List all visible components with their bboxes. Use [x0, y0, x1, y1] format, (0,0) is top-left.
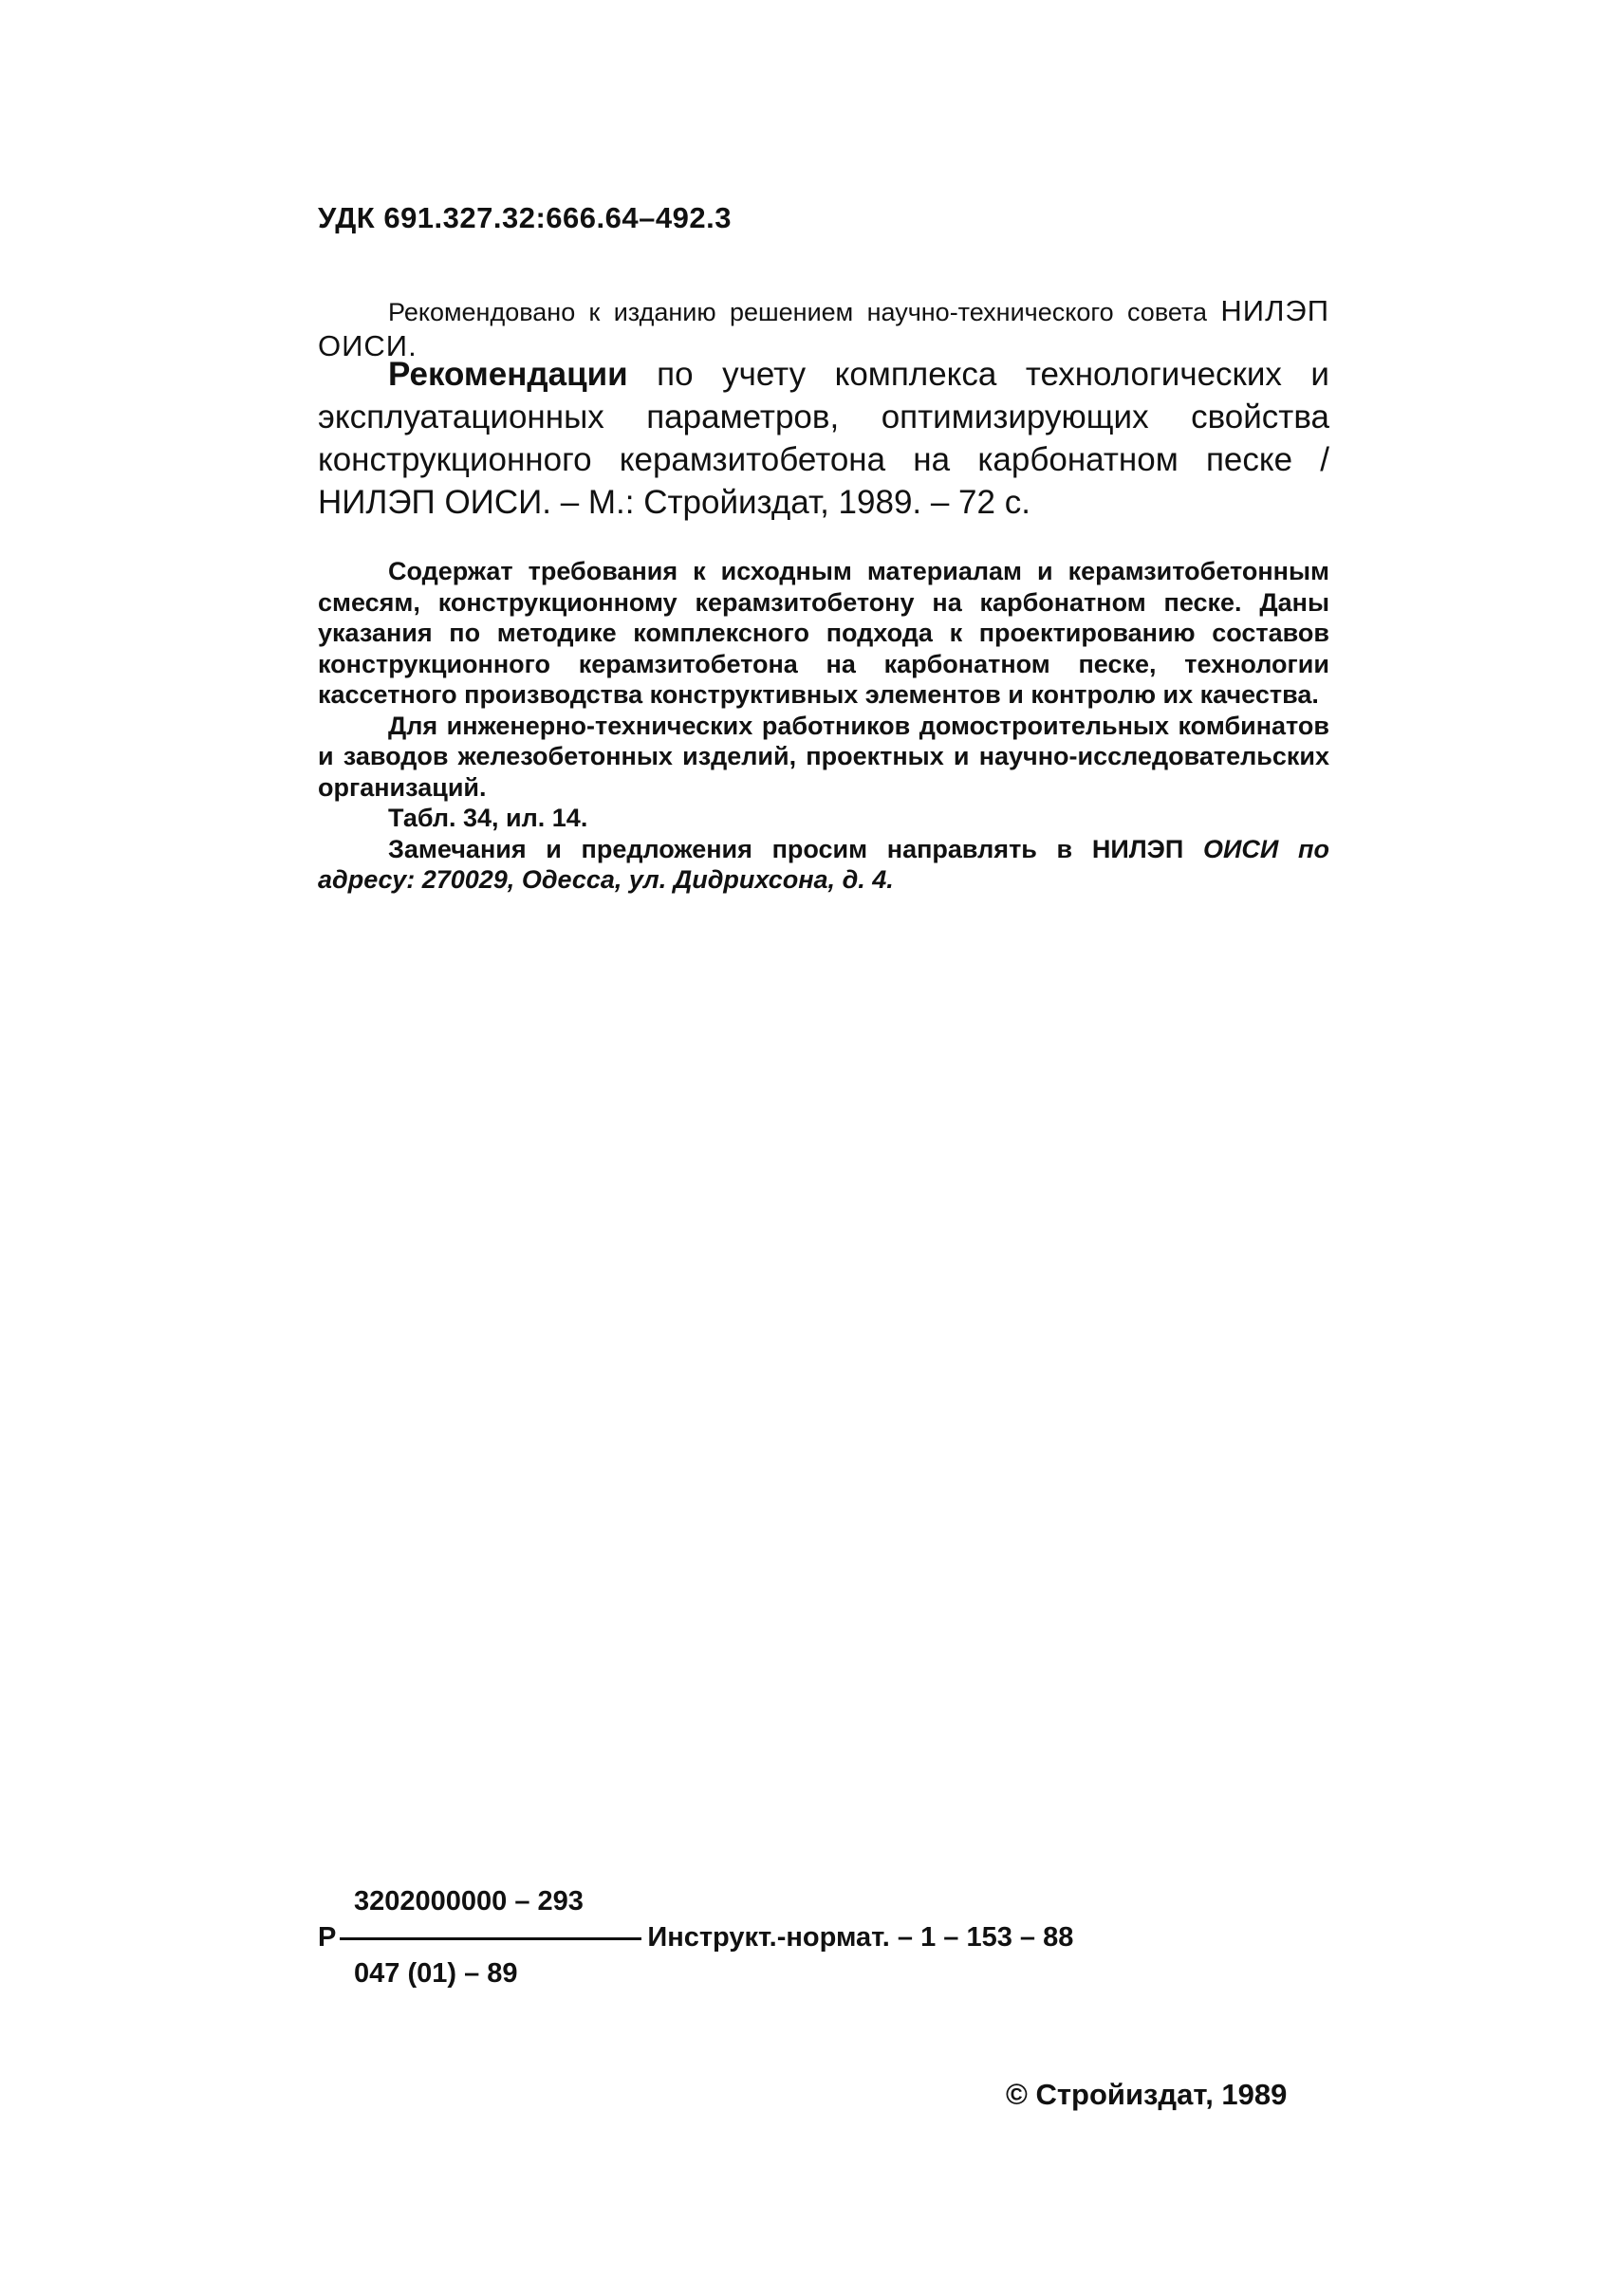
- citation-title-bold: Рекомендации: [388, 356, 628, 393]
- recommendation-text: Рекомендовано к изданию решением научно-технического совета: [388, 298, 1208, 326]
- citation-title-rest: по учету комплекса технологических и эксплуатационных параметров, оптимизирующих свойства конструкционного керамзитобетона на карбонатном песке / НИЛЭП ОИСИ. – М.: Стройиздат, 1989. – 72 с.: [318, 356, 1329, 521]
- abstract-paragraph-contact: [318, 834, 1329, 896]
- contact-text: Замечания и предложения просим направлять в НИЛЭП: [388, 834, 1184, 863]
- contact-address: ОИСИ по адресу: 270029, Одесса, ул. Дидрихсона, д. 4.: [318, 834, 1329, 894]
- fraction-rule: [340, 1937, 641, 1940]
- index-middle-line: [318, 1918, 1073, 1956]
- abstract-paragraph-audience: Для инженерно-технических работников домостроительных комбинатов и заводов железобетонных изделий, проектных и научно-исследовательских организаций.: [318, 711, 1329, 802]
- recommendation-org: НИЛЭП ОИСИ.: [318, 294, 1329, 362]
- copyright-notice: © Стройиздат, 1989: [1006, 2078, 1288, 2111]
- index-prefix: Р: [318, 1922, 337, 1953]
- abstract-paragraph-counts: Табл. 34, ил. 14.: [388, 804, 588, 832]
- index-numerator: 3202000000 – 293: [354, 1886, 584, 1916]
- index-denominator: 047 (01) – 89: [354, 1958, 518, 1989]
- udk-code: УДК 691.327.32:666.64–492.3: [318, 201, 732, 234]
- bibliographic-citation: [318, 353, 1329, 524]
- abstract-paragraph-contents: Содержат требования к исходным материалам и керамзитобетонным смесям, конструкционному керамзитобетону на карбонатном песке. Даны указания по методике комплексного подхода к проектированию составов конструкционного керамзитобетона на карбонатном песке, технологии кассетного производства конструктивных элементов и контролю их качества.: [318, 557, 1329, 709]
- index-suffix: Инструкт.-нормат. – 1 – 153 – 88: [647, 1922, 1074, 1953]
- abstract: [318, 556, 1329, 896]
